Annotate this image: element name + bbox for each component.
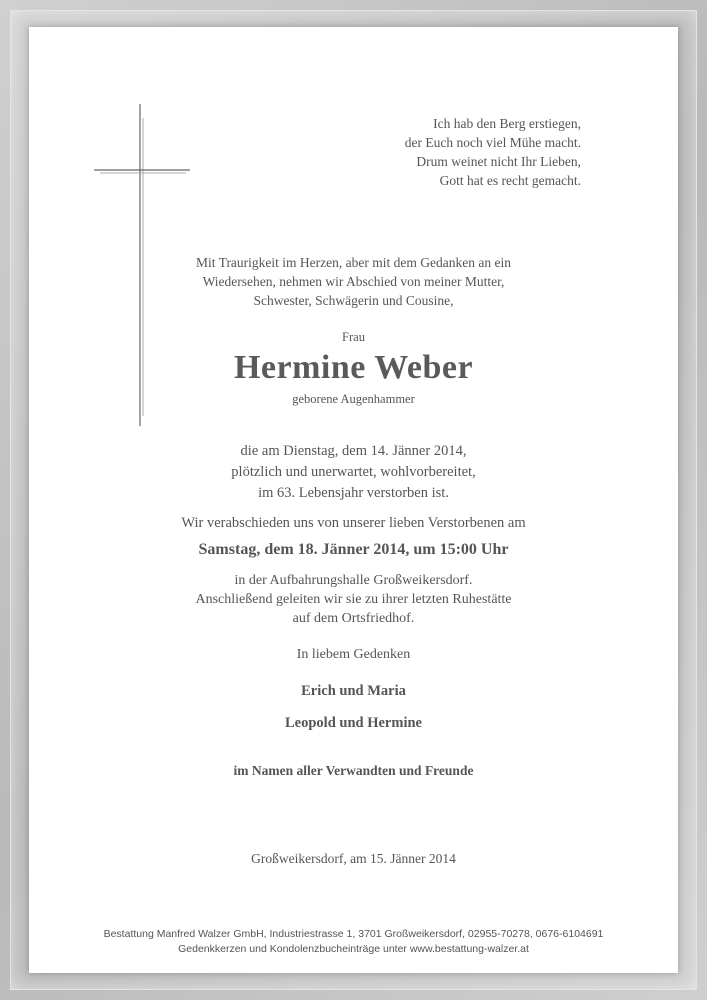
deceased-name: Hermine Weber: [233, 349, 474, 386]
poem-line: Ich hab den Berg erstiegen,: [433, 116, 581, 131]
ceremony-place-line: Anschließend geleiten wir sie zu ihrer letzten Ruhestätte: [195, 592, 512, 607]
poem-line: der Euch noch viel Mühe macht.: [404, 135, 581, 150]
mourner-2: Leopold und Hermine: [285, 715, 422, 731]
ceremony-place: [0, 571, 707, 628]
mourner-1: Erich und Maria: [301, 683, 406, 699]
ceremony-place-line: in der Aufbahrungshalle Großweikersdorf.: [234, 573, 473, 588]
ceremony-place-line: auf dem Ortsfriedhof.: [292, 611, 415, 626]
family-line: im Namen aller Verwandten und Freunde: [233, 763, 474, 778]
intro-text: [0, 253, 707, 310]
place-date: Großweikersdorf, am 15. Jänner 2014: [251, 851, 456, 866]
honorific: Frau: [342, 330, 365, 344]
farewell-intro: Wir verabschieden uns von unserer lieben Verstorbenen am: [181, 515, 526, 531]
footer-line: Bestattung Manfred Walzer GmbH, Industriestrasse 1, 3701 Großweikersdorf, 02955-70278, 0676-6104691: [103, 928, 604, 940]
intro-line: Mit Traurigkeit im Herzen, aber mit dem Gedanken an ein: [196, 255, 511, 270]
death-info-line: im 63. Lebensjahr verstorben ist.: [258, 485, 449, 501]
memory-line: In liebem Gedenken: [296, 647, 411, 662]
intro-line: Schwester, Schwägerin und Cousine,: [253, 293, 454, 308]
ceremony-date: Samstag, dem 18. Jänner 2014, um 15:00 Uhr: [198, 541, 509, 558]
intro-line: Wiedersehen, nehmen wir Abschied von meiner Mutter,: [202, 274, 505, 289]
poem-line: Gott hat es recht gemacht.: [439, 173, 581, 188]
poem-line: Drum weinet nicht Ihr Lieben,: [416, 154, 581, 169]
death-info: [0, 441, 707, 504]
birth-name: geborene Augenhammer: [292, 392, 415, 406]
poem: [405, 114, 581, 190]
death-info-line: die am Dienstag, dem 14. Jänner 2014,: [240, 443, 467, 459]
footer-line: Gedenkkerzen und Kondolenzbucheinträge unter www.bestattung-walzer.at: [178, 943, 529, 955]
footer: [0, 927, 707, 957]
death-info-line: plötzlich und unerwartet, wohlvorbereitet,: [231, 464, 476, 480]
